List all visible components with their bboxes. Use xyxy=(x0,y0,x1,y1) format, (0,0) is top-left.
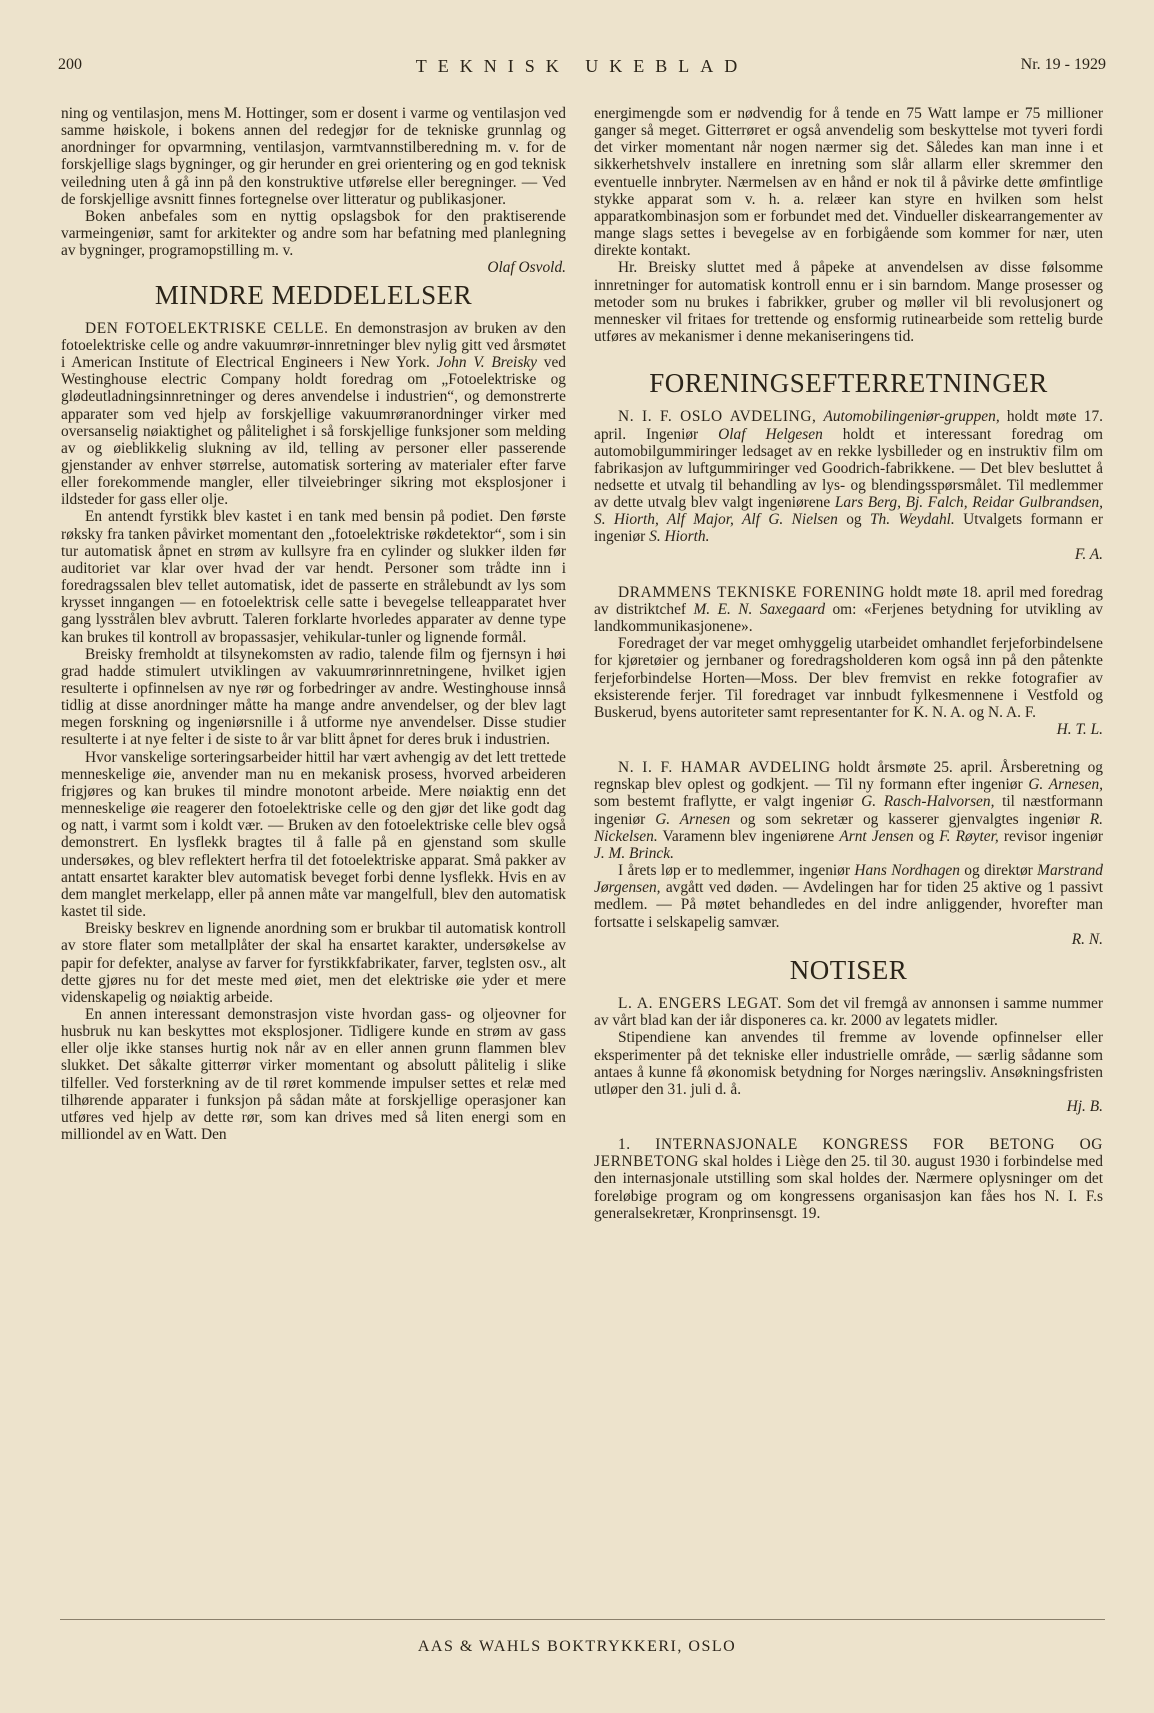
section-heading-mindre-meddelelser: MINDRE MEDDELELSER xyxy=(154,279,473,310)
notice-signature: Hj. B. xyxy=(1066,1097,1103,1115)
notice-lead: N. I. F. HAMAR AVDELING xyxy=(618,759,831,777)
notice-text: revisor ingeniør xyxy=(998,827,1103,845)
article-paragraph: Breisky fremholdt at tilsynekomsten av radio, talende film og fjernsyn i høi grad hadde stimulert utviklingen av vakuumrørinnretningene, hvilket igjen resulterte i opfinnelsen av nye rør og forbedringer av andre. Westinghouse innså tidlig at disse anordninger måtte ha mange andre anvendelser, og der blev lagt megen forskning og ingeniørsnille i å utforme nye anvendelser. Disse studier resulterte i at nye felter i de siste to år var blitt åpnet for deres bruk i industrien. xyxy=(61,645,566,749)
person-name: F. Røyter, xyxy=(939,827,999,845)
spacer xyxy=(594,563,1103,584)
person-names: Lars Berg, Bj. Falch, Reidar Gulbrandsen, S. Hiorth, Alf Major, Alf G. Nielsen xyxy=(594,494,1103,529)
article-lead: DEN FOTOELEKTRISKE CELLE. xyxy=(85,319,329,337)
notice-drammen xyxy=(594,584,1103,635)
person-name: Hans Nordhagen xyxy=(854,862,960,880)
notice-paragraph: Stipendiene kan anvendes til fremme av lovende opfinnelser eller eksperimenter på det tekniske eller industrielle område, — særlig sådanne som antaes å kunne få økonomisk betydning for Norges næringsliv. Ansøkningsfristen utløper den 31. juli d. å. xyxy=(594,1029,1103,1098)
journal-title: TEKNISK UKEBLAD xyxy=(415,56,749,76)
notice-text: om: «Ferjenes betydning for utvikling av landkommunikasjonene». xyxy=(594,600,1103,636)
person-name: Marstrand Jørgensen, xyxy=(594,862,1104,897)
notice-text: som bestemt fraflytte, er valgt ingeniør xyxy=(594,793,862,811)
notice-text: holdt årsmøte 25. april. Årsberetning og regnskap blev oplest og godkjent. — Til ny formann efter ingeniør xyxy=(594,759,1103,794)
left-column xyxy=(61,105,566,1143)
notice-text: skal holdes i Liège den 25. til 30. august 1930 i forbindelse med den internasjonale utstilling som skal holdes der. Nærmere oplysninger om det foreløbige program og om kongressens organisasjon kan fåes hos N. I. F.s generalsekretær, Kronprinsensgt. 19. xyxy=(594,1153,1103,1222)
notice-oslo xyxy=(594,408,1103,545)
notice-signature: F. A. xyxy=(1074,545,1103,563)
notice-text: Varamenn blev ingeniørene xyxy=(657,827,840,845)
notice-text: holdt møte 18. april med foredrag av distriktchef xyxy=(594,583,1103,618)
notice-lead: DRAMMENS TEKNISKE FORENING xyxy=(618,583,886,601)
article-paragraph: energimengde som er nødvendig for å tende en 75 Watt lampe er 75 millioner ganger så meget. Gitterrøret er også anvendelig som beskyttelse mot tyveri fordi det virker momentant når nogen nærmer sig det. Således kan man inne i et sikkerhetshvelv installere en inretning som slår allarm eller skremmer den eventuelle innbryter. Nærmelsen av en hånd er nok til å påvirke dette ømfintlige stykke apparat som v. h. a. relæer kan styre en hvilken som helst apparatkombinasjon som er forbundet med det. Vindueller diskearrangementer av mange slags settes i bevegelse av en forbigående som kommer for nær, uten direkte kontakt. xyxy=(594,105,1103,260)
notice-text: Utvalgets formann er ingeniør xyxy=(594,511,1103,546)
person-name: J. M. Brinck. xyxy=(594,844,674,862)
section-heading-notiser: NOTISER xyxy=(789,954,908,985)
notice-text: og direktør xyxy=(959,862,1038,880)
notice-text: og som sekretær og kasserer gjenvalgtes ingeniør xyxy=(730,810,1090,828)
review-paragraph: ning og ventilasjon, mens M. Hottinger, som er dosent i varme og ventilasjon ved samme høiskole, i bokens annen del redegjør for de tekniske grunnlag og anordninger for opvarmning, ventilasjon, varmtvannstilberedning m. v. for de forskjellige slags bygninger, og gir herunder en grei orientering og en god teknisk veiledning uten å gå inn på den konstruktive utførelse eller beregninger. — Ved de forskjellige avsnitt finnes fortegnelse over litteratur og publikasjoner. xyxy=(61,105,566,208)
notice-paragraph: Foredraget der var meget omhyggelig utarbeidet omhandlet ferjeforbindelsene for kjøretøier og jernbaner og foredragsholderen kom også inn på den påtenkte ferjeforbindelse Horten—Moss. Der blev fremvist en rekke fotografier av eksisterende ferjer. Til foredraget var innbudt fylkesmennene i Vestfold og Buskerud, byens autoriteter samt representanter for K. N. A. og N. A. F. xyxy=(594,635,1103,721)
person-name: Th. Weydahl. xyxy=(870,511,955,529)
notice-text: og xyxy=(837,511,870,529)
notice-text: I årets løp er to medlemmer, ingeniør xyxy=(618,862,855,880)
person-name: R. Nickelsen. xyxy=(594,810,1103,845)
person-name: M. E. N. Saxegaard xyxy=(693,600,826,618)
section-heading-foreningsefterretninger: FORENINGSEFTERRETNINGER xyxy=(649,368,1048,399)
notice-lead: 1. INTERNASJONALE KONGRESS FOR BETONG OG JERNBETONG xyxy=(594,1136,1103,1171)
notice-text: avgått ved døden. — Avdelingen har for tiden 25 aktive og 1 passivt medlem. — På møtet behandledes en del indre anliggender, hvorefter man fortsatte i selskapelig samvær. xyxy=(594,879,1103,931)
notice-text: til næstformann ingeniør xyxy=(594,793,1104,828)
notice-text: og xyxy=(913,827,940,845)
notice-engers xyxy=(594,995,1103,1029)
notice-hamar xyxy=(594,759,1103,862)
article-paragraph: Hvor vanskelige sorteringsarbeider hittil har vært avhengig av det lett trettede menneskelige øie, anvender man nu en mekanisk prosess, hvorved arbeideren frigjøres og kan brukes til mindre monotont arbeide. Mere nøiaktig enn det menneskelige øie reagerer den fotoelektriske celle og den gjør det like godt dag og natt, i varmt som i koldt vær. — Bruken av den fotoelektriske celle blev også demonstrert. En lysflekk bragtes til å falle på en gjenstand som skulle undersøkes, og blev reflektert herfra til det fotoelektriske apparat. Små pakker av antatt ensartet karakter blev automatisk beveget forbi denne lysflekk. Hvis en av dem manglet merkelapp, eller på annen måte var mangelfull, blev den automatisk kastet til side. xyxy=(61,748,566,921)
group-name: Automobilingeniør-gruppen, xyxy=(816,408,1000,426)
notice-paragraph xyxy=(594,862,1103,931)
printer-footer: AAS & WAHLS BOKTRYKKERI, OSLO xyxy=(417,1638,737,1655)
issue-number: Nr. 19 - 1929 xyxy=(1020,56,1106,73)
notice-signature: H. T. L. xyxy=(1056,721,1103,738)
right-column xyxy=(594,105,1103,1222)
person-name: S. Hiorth. xyxy=(649,528,710,546)
notice-text: holdt et interessant foredrag om automobilgummiringer ledsaget av en rekke lysbilleder og en instruktiv film om fabrikasjon av luftgummiringer ved Goodrich-fabrikkene. — Det blev besluttet å nedsette et utvalg til behandling av lys- og blendingsspørsmålet. Til medlemmer av dette utvalg blev valgt ingeniørene xyxy=(594,425,1103,512)
spacer xyxy=(594,738,1103,759)
page-header xyxy=(58,56,1106,82)
review-paragraph: Boken anbefales som en nyttig opslagsbok for den praktiserende varmeingeniør, samt for arkitekter og andre som har befatning med planlegning av bygninger, programopstilling m. v. xyxy=(61,207,566,260)
notice-text: Som det vil fremgå av annonsen i samme nummer av vårt blad kan der iår disponeres ca. kr. 2000 av legatets midler. xyxy=(594,995,1103,1030)
article-paragraph xyxy=(61,320,566,509)
spacer xyxy=(594,1115,1103,1136)
notice-text: holdt møte 17. april. Ingeniør xyxy=(594,408,1103,443)
notice-signature: R. N. xyxy=(1071,930,1103,948)
person-name: G. Rasch-Halvorsen, xyxy=(861,793,995,811)
review-signature: Olaf Osvold. xyxy=(487,259,566,277)
article-paragraph: Breisky beskrev en lignende anordning som er brukbar til automatisk kontroll av store flater som metallplåter der skal ha ensartet karakter, undersøkelse av papir for defekter, analyse av farver for fyrstikkfabrikater, farver, teglsten osv., alt dette gjøres nu for det meste med øiet, men det elektriske øie yder et mere videnskapelig og nøiaktig arbeide. xyxy=(61,920,566,1006)
article-paragraph: En antendt fyrstikk blev kastet i en tank med bensin på podiet. Den første røksky fra tanken påvirket momentant den „fotoelektriske røkdetektor“, som i sin tur automatisk åpnet en strøm av kullsyre fra en cylinder og slukker ilden før auditoriet var klar over hvad der var hendt. Personer som trådte inn i foredragssalen blev tellet automatisk, idet de passerte en strålebundt av lys som krysset inngangen — en fotoelektrisk celle satte i bevegelse telleapparatet hver gang lysstrålen blev avbrutt. Taleren forklarte hvorledes apparater av denne type kan brukes til kontroll av bropassasjer, vehikular-tunler og lignende formål. xyxy=(61,508,566,646)
person-name: John V. Breisky xyxy=(436,354,537,372)
person-name: Olaf Helgesen xyxy=(718,425,823,443)
person-name: Arnt Jensen xyxy=(839,827,914,845)
article-paragraph: En annen interessant demonstrasjon viste hvordan gass- og oljeovner for husbruk nu kan beskyttes mot eksplosjoner. Tidligere kunde en strøm av gass eller olje ikke stanses hurtig nok når av en eller annen grunn flammen blev slukket. Det såkalte gitterrør virker momentant og absolutt pålitelig i slike tilfeller. Ved forsterkning av de til røret kommende impulser settes et relæ med tilhørende apparater i funksjon på sådan måte at forskjellige operasjoner kan utføres ved hjelp av dette rør, som kan drives med så liten energi som en milliondel av en Watt. Den xyxy=(61,1005,566,1144)
article-text: ved Westinghouse electric Company holdt foredrag om „Fotoelektriske og glødeutladningsinnretninger og deres anvendelse i industrien“, og demonstrerte apparater som ved hjelp av forskjellige vakuumrøranordninger virker med oversanselig nøiaktighet og pålitelighet i så forskjellige funksjoner som melding av og øieblikkelig slukning av ild, telling av personer eller passerende gjenstander av enhver størrelse, automatisk sortering av materialer efter farve eller forekommende mangler, eller tilveiebringer sikring mot eksplosjoner i ildsteder for gass eller olje. xyxy=(61,354,566,509)
person-name: G. Arnesen, xyxy=(1028,776,1103,794)
person-name: G. Arnesen xyxy=(655,810,731,828)
page-number: 200 xyxy=(58,56,82,73)
notice-kongress xyxy=(594,1136,1103,1222)
footer-rule xyxy=(60,1619,1105,1620)
notice-lead: L. A. ENGERS LEGAT. xyxy=(618,995,783,1013)
article-text: En demonstrasjon av bruken av den fotoelektriske celle og andre vakuumrør-innretninger blev nylig gitt ved årsmøtet i American Institute of Electrical Engineers i New York. xyxy=(61,319,566,372)
article-paragraph: Hr. Breisky sluttet med å påpeke at anvendelsen av disse følsomme innretninger for automatisk kontroll ennu er i sin barndom. Mange prosesser og metoder som nu brukes i fabrikker, gruber og møller vil bli revolusjonert og mennesker vil fritaes for trettende og ensformig rutinearbeide som rettelig burde utføres av mekanismer i denne mekaniseringens tid. xyxy=(594,259,1103,346)
notice-lead: N. I. F. OSLO AVDELING, xyxy=(618,408,817,426)
